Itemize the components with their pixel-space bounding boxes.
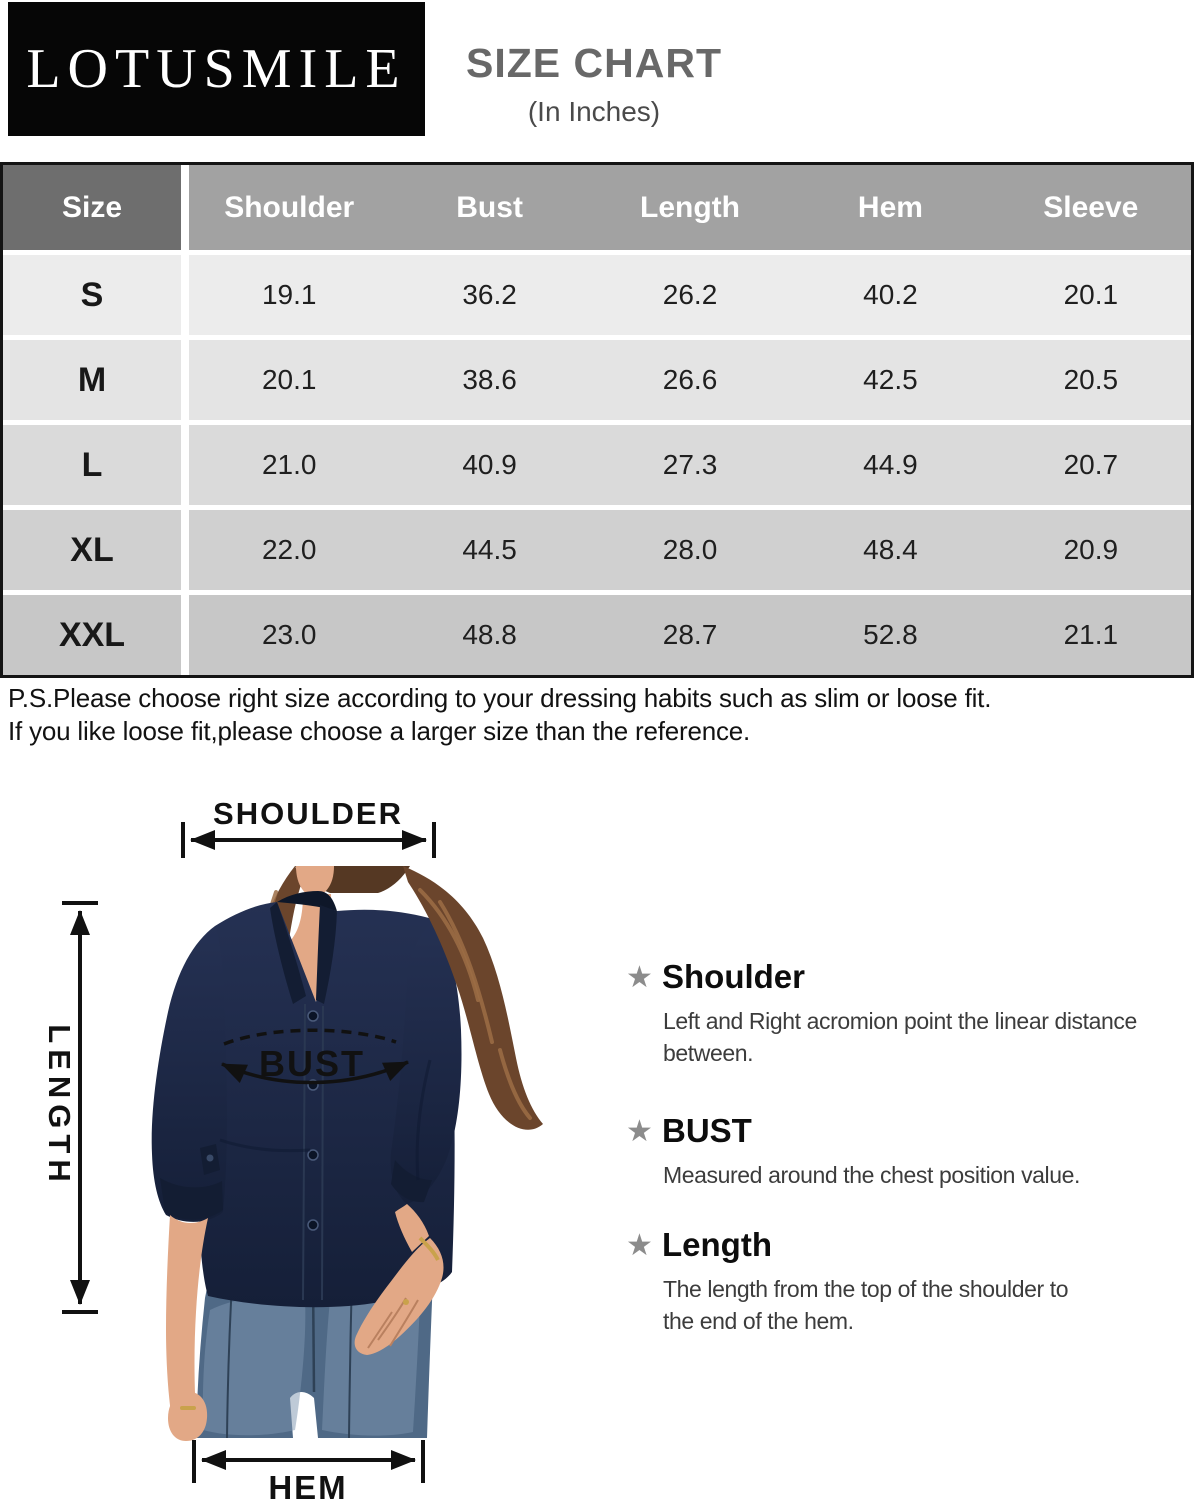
column-header: Length bbox=[590, 165, 790, 250]
star-icon: ★ bbox=[626, 1114, 653, 1148]
fit-notes bbox=[8, 682, 991, 748]
definition-description: Measured around the chest position value. bbox=[663, 1162, 1081, 1188]
table-row bbox=[3, 425, 1191, 505]
definition-term: BUST bbox=[662, 1112, 752, 1149]
page-title: SIZE CHART bbox=[466, 40, 722, 86]
model-photo bbox=[152, 866, 543, 1441]
size-cell: XXL bbox=[3, 595, 181, 675]
table-row bbox=[3, 340, 1191, 420]
star-icon: ★ bbox=[626, 960, 653, 994]
size-cell: S bbox=[3, 255, 181, 335]
length-label: LENGTH bbox=[42, 1024, 77, 1188]
length-measure bbox=[42, 903, 98, 1312]
column-header: Hem bbox=[790, 165, 990, 250]
column-divider bbox=[181, 165, 189, 250]
shoulder-measure bbox=[183, 796, 434, 858]
definition-item bbox=[626, 1112, 1166, 1191]
measurement-cell: 20.7 bbox=[991, 425, 1191, 505]
column-divider bbox=[181, 425, 189, 505]
measurement-cell: 40.9 bbox=[389, 425, 589, 505]
fit-note-line: P.S.Please choose right size according to your dressing habits such as slim or loose fit. bbox=[8, 683, 992, 713]
definition-description: Left and Right acromion point the linear distance between. bbox=[663, 1008, 1137, 1066]
measurement-cell: 20.1 bbox=[991, 255, 1191, 335]
measurement-diagram bbox=[0, 780, 620, 1500]
hem-measure bbox=[194, 1440, 423, 1500]
column-divider bbox=[181, 510, 189, 590]
measurement-cell: 21.1 bbox=[991, 595, 1191, 675]
measurement-cell: 38.6 bbox=[389, 340, 589, 420]
measurement-cell: 23.0 bbox=[189, 595, 389, 675]
definition-term: Shoulder bbox=[662, 958, 806, 995]
size-cell: M bbox=[3, 340, 181, 420]
shoulder-label: SHOULDER bbox=[213, 796, 403, 831]
measurement-cell: 44.5 bbox=[389, 510, 589, 590]
table-row bbox=[3, 255, 1191, 335]
measurement-cell: 27.3 bbox=[590, 425, 790, 505]
table-row bbox=[3, 595, 1191, 675]
bust-label: BUST bbox=[259, 1043, 365, 1084]
measurement-cell: 52.8 bbox=[790, 595, 990, 675]
table-row bbox=[3, 510, 1191, 590]
title-block bbox=[394, 40, 794, 128]
fit-note-line: If you like loose fit,please choose a larger size than the reference. bbox=[8, 716, 751, 746]
column-divider bbox=[181, 595, 189, 675]
column-header-size: Size bbox=[3, 165, 181, 250]
measurement-cell: 26.2 bbox=[590, 255, 790, 335]
measurement-cell: 28.7 bbox=[590, 595, 790, 675]
measurement-cell: 26.6 bbox=[590, 340, 790, 420]
hem-label: HEM bbox=[268, 1469, 348, 1500]
measurement-cell: 36.2 bbox=[389, 255, 589, 335]
page-subtitle: (In Inches) bbox=[527, 96, 661, 127]
size-cell: XL bbox=[3, 510, 181, 590]
measurement-cell: 40.2 bbox=[790, 255, 990, 335]
column-header: Shoulder bbox=[189, 165, 389, 250]
measurement-cell: 44.9 bbox=[790, 425, 990, 505]
measurement-cell: 22.0 bbox=[189, 510, 389, 590]
measurement-cell: 42.5 bbox=[790, 340, 990, 420]
measurement-cell: 20.1 bbox=[189, 340, 389, 420]
definition-item bbox=[626, 1226, 1166, 1337]
definition-term: Length bbox=[662, 1226, 772, 1263]
brand-logo-text: LOTUSMILE bbox=[26, 38, 407, 100]
size-chart-table bbox=[0, 162, 1194, 678]
table-header-row bbox=[3, 165, 1191, 250]
measurement-cell: 20.5 bbox=[991, 340, 1191, 420]
measurement-cell: 21.0 bbox=[189, 425, 389, 505]
star-icon: ★ bbox=[626, 1228, 653, 1262]
size-cell: L bbox=[3, 425, 181, 505]
brand-logo bbox=[8, 2, 425, 136]
measurement-cell: 48.8 bbox=[389, 595, 589, 675]
measurement-cell: 28.0 bbox=[590, 510, 790, 590]
column-divider bbox=[181, 255, 189, 335]
definition-item bbox=[626, 958, 1166, 1069]
column-header: Sleeve bbox=[991, 165, 1191, 250]
measurement-cell: 48.4 bbox=[790, 510, 990, 590]
definition-description: The length from the top of the shoulder to the end of the hem. bbox=[663, 1276, 1069, 1334]
measurement-cell: 20.9 bbox=[991, 510, 1191, 590]
column-divider bbox=[181, 340, 189, 420]
measurement-cell: 19.1 bbox=[189, 255, 389, 335]
column-header: Bust bbox=[389, 165, 589, 250]
